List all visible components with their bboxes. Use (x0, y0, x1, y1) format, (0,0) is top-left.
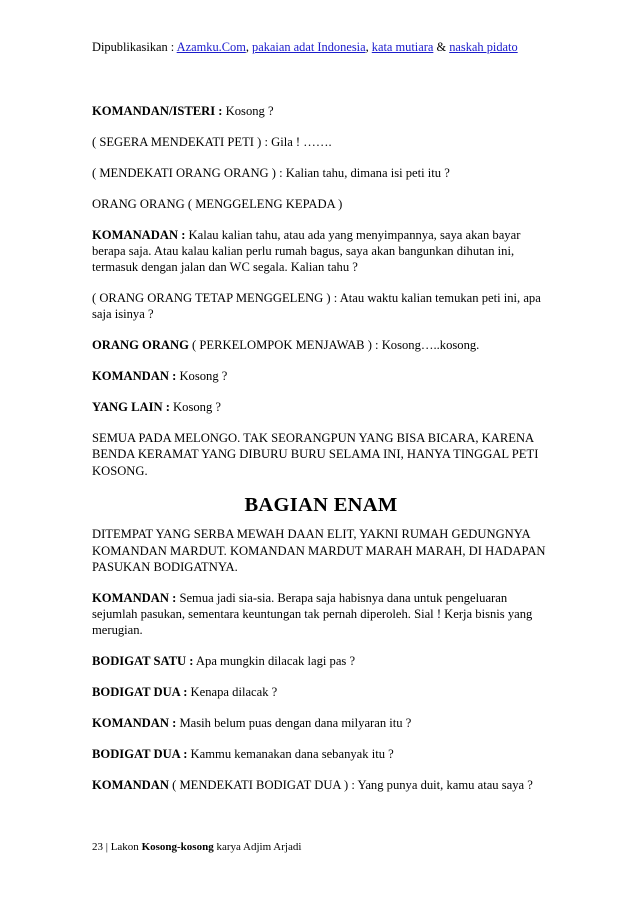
dialogue-text: Kammu kemanakan dana sebanyak itu ? (187, 747, 394, 762)
footer-title: Kosong-kosong (141, 841, 214, 853)
link-naskah-pidato[interactable]: naskah pidato (449, 40, 518, 54)
link-pakaian-adat[interactable]: pakaian adat Indonesia (252, 40, 366, 54)
dialogue-paragraph (92, 590, 550, 639)
link-kata-mutiara[interactable]: kata mutiara (371, 40, 434, 54)
dialogue-paragraph (92, 290, 550, 323)
header-sep-2: , (365, 40, 372, 54)
speaker-label: KOMANDAN : (92, 716, 177, 731)
section-heading: BAGIAN ENAM (244, 494, 398, 517)
footer-page-number: 23 (92, 841, 103, 853)
dialogue-text: ( SEGERA MENDEKATI PETI ) : Gila ! ……. (92, 134, 332, 149)
header-sep-1: , (245, 40, 253, 54)
footer-author: karya Adjim Arjadi (213, 841, 302, 853)
dialogue-text: Masih belum puas dengan dana milyaran itu ? (176, 716, 412, 731)
dialogue-text: SEMUA PADA MELONGO. TAK SEORANGPUN YANG BISA BICARA, KARENA BENDA KERAMAT YANG DIBURU BURU SELAMA INI, HANYA TINGGAL PETI KOSONG. (92, 430, 539, 478)
speaker-label: KOMANDAN : (92, 369, 177, 384)
dialogue-paragraph (92, 399, 550, 415)
dialogue-block-1 (92, 103, 550, 479)
dialogue-text: DITEMPAT YANG SERBA MEWAH DAAN ELIT, YAKNI RUMAH GEDUNGNYA KOMANDAN MARDUT. KOMANDAN MARDUT MARAH MARAH, DI HADAPAN PASUKAN BODIGATNYA. (92, 527, 546, 574)
dialogue-text: Kenapa dilacak ? (187, 685, 278, 700)
dialogue-text: Apa mungkin dilacak lagi pas ? (193, 654, 356, 669)
speaker-label: BODIGAT DUA : (92, 685, 188, 700)
dialogue-text: Kalau kalian tahu, atau ada yang menyimpannya, saya akan bayar berapa saja. Atau kalau kalian perlu rumah bagus, saya akan bangunkan dihutan ini, termasuk dengan jalan dan WC segala. Kalian tahu ? (92, 227, 521, 275)
dialogue-paragraph (92, 746, 550, 762)
speaker-label: BODIGAT DUA : (92, 747, 188, 762)
dialogue-paragraph (92, 196, 550, 212)
dialogue-paragraph (92, 777, 550, 793)
header-sep-3: & (433, 40, 450, 54)
dialogue-text: Kosong ? (169, 400, 221, 415)
speaker-label: KOMANDAN : (92, 590, 177, 605)
dialogue-paragraph (92, 134, 550, 150)
dialogue-text: Kosong ? (176, 369, 228, 384)
dialogue-paragraph (92, 430, 550, 479)
dialogue-paragraph (92, 653, 550, 669)
dialogue-paragraph (92, 684, 550, 700)
speaker-label: BODIGAT SATU : (92, 654, 194, 669)
dialogue-text: ( PERKELOMPOK MENJAWAB ) : Kosong…..kosong. (188, 338, 480, 353)
speaker-label: YANG LAIN : (92, 400, 170, 415)
dialogue-text: ( MENDEKATI ORANG ORANG ) : Kalian tahu, dimana isi peti itu ? (92, 165, 450, 180)
page-header (92, 39, 562, 55)
header-prefix: Dipublikasikan : (92, 40, 177, 54)
dialogue-text: ( ORANG ORANG TETAP MENGGELENG ) : Atau waktu kalian temukan peti ini, apa saja isinya ? (92, 291, 541, 322)
dialogue-paragraph (92, 165, 550, 181)
dialogue-paragraph (92, 337, 550, 353)
footer-sep: | Lakon (103, 841, 142, 853)
dialogue-block-2 (92, 526, 550, 793)
speaker-label: KOMANADAN : (92, 227, 186, 242)
page-footer (92, 840, 301, 854)
dialogue-paragraph (92, 526, 550, 575)
link-azamku[interactable]: Azamku.Com (176, 40, 246, 54)
dialogue-paragraph (92, 368, 550, 384)
dialogue-paragraph (92, 103, 550, 119)
speaker-label: KOMANDAN/ISTERI : (92, 104, 223, 118)
dialogue-text: ( MENDEKATI BODIGAT DUA ) : Yang punya duit, kamu atau saya ? (168, 777, 533, 792)
script-body (92, 103, 550, 808)
dialogue-text: ORANG ORANG ( MENGGELENG KEPADA ) (92, 196, 343, 211)
dialogue-paragraph (92, 715, 550, 731)
dialogue-text: Kosong ? (222, 104, 274, 118)
speaker-label: KOMANDAN (92, 777, 169, 792)
dialogue-text: Semua jadi sia-sia. Berapa saja habisnya dana untuk pengeluaran sejumlah pasukan, sementara keuntungan tak pernah diperoleh. Sial ! Kerja bisnis yang merugian. (92, 590, 533, 638)
dialogue-paragraph (92, 227, 550, 276)
speaker-label: ORANG ORANG (92, 338, 189, 353)
